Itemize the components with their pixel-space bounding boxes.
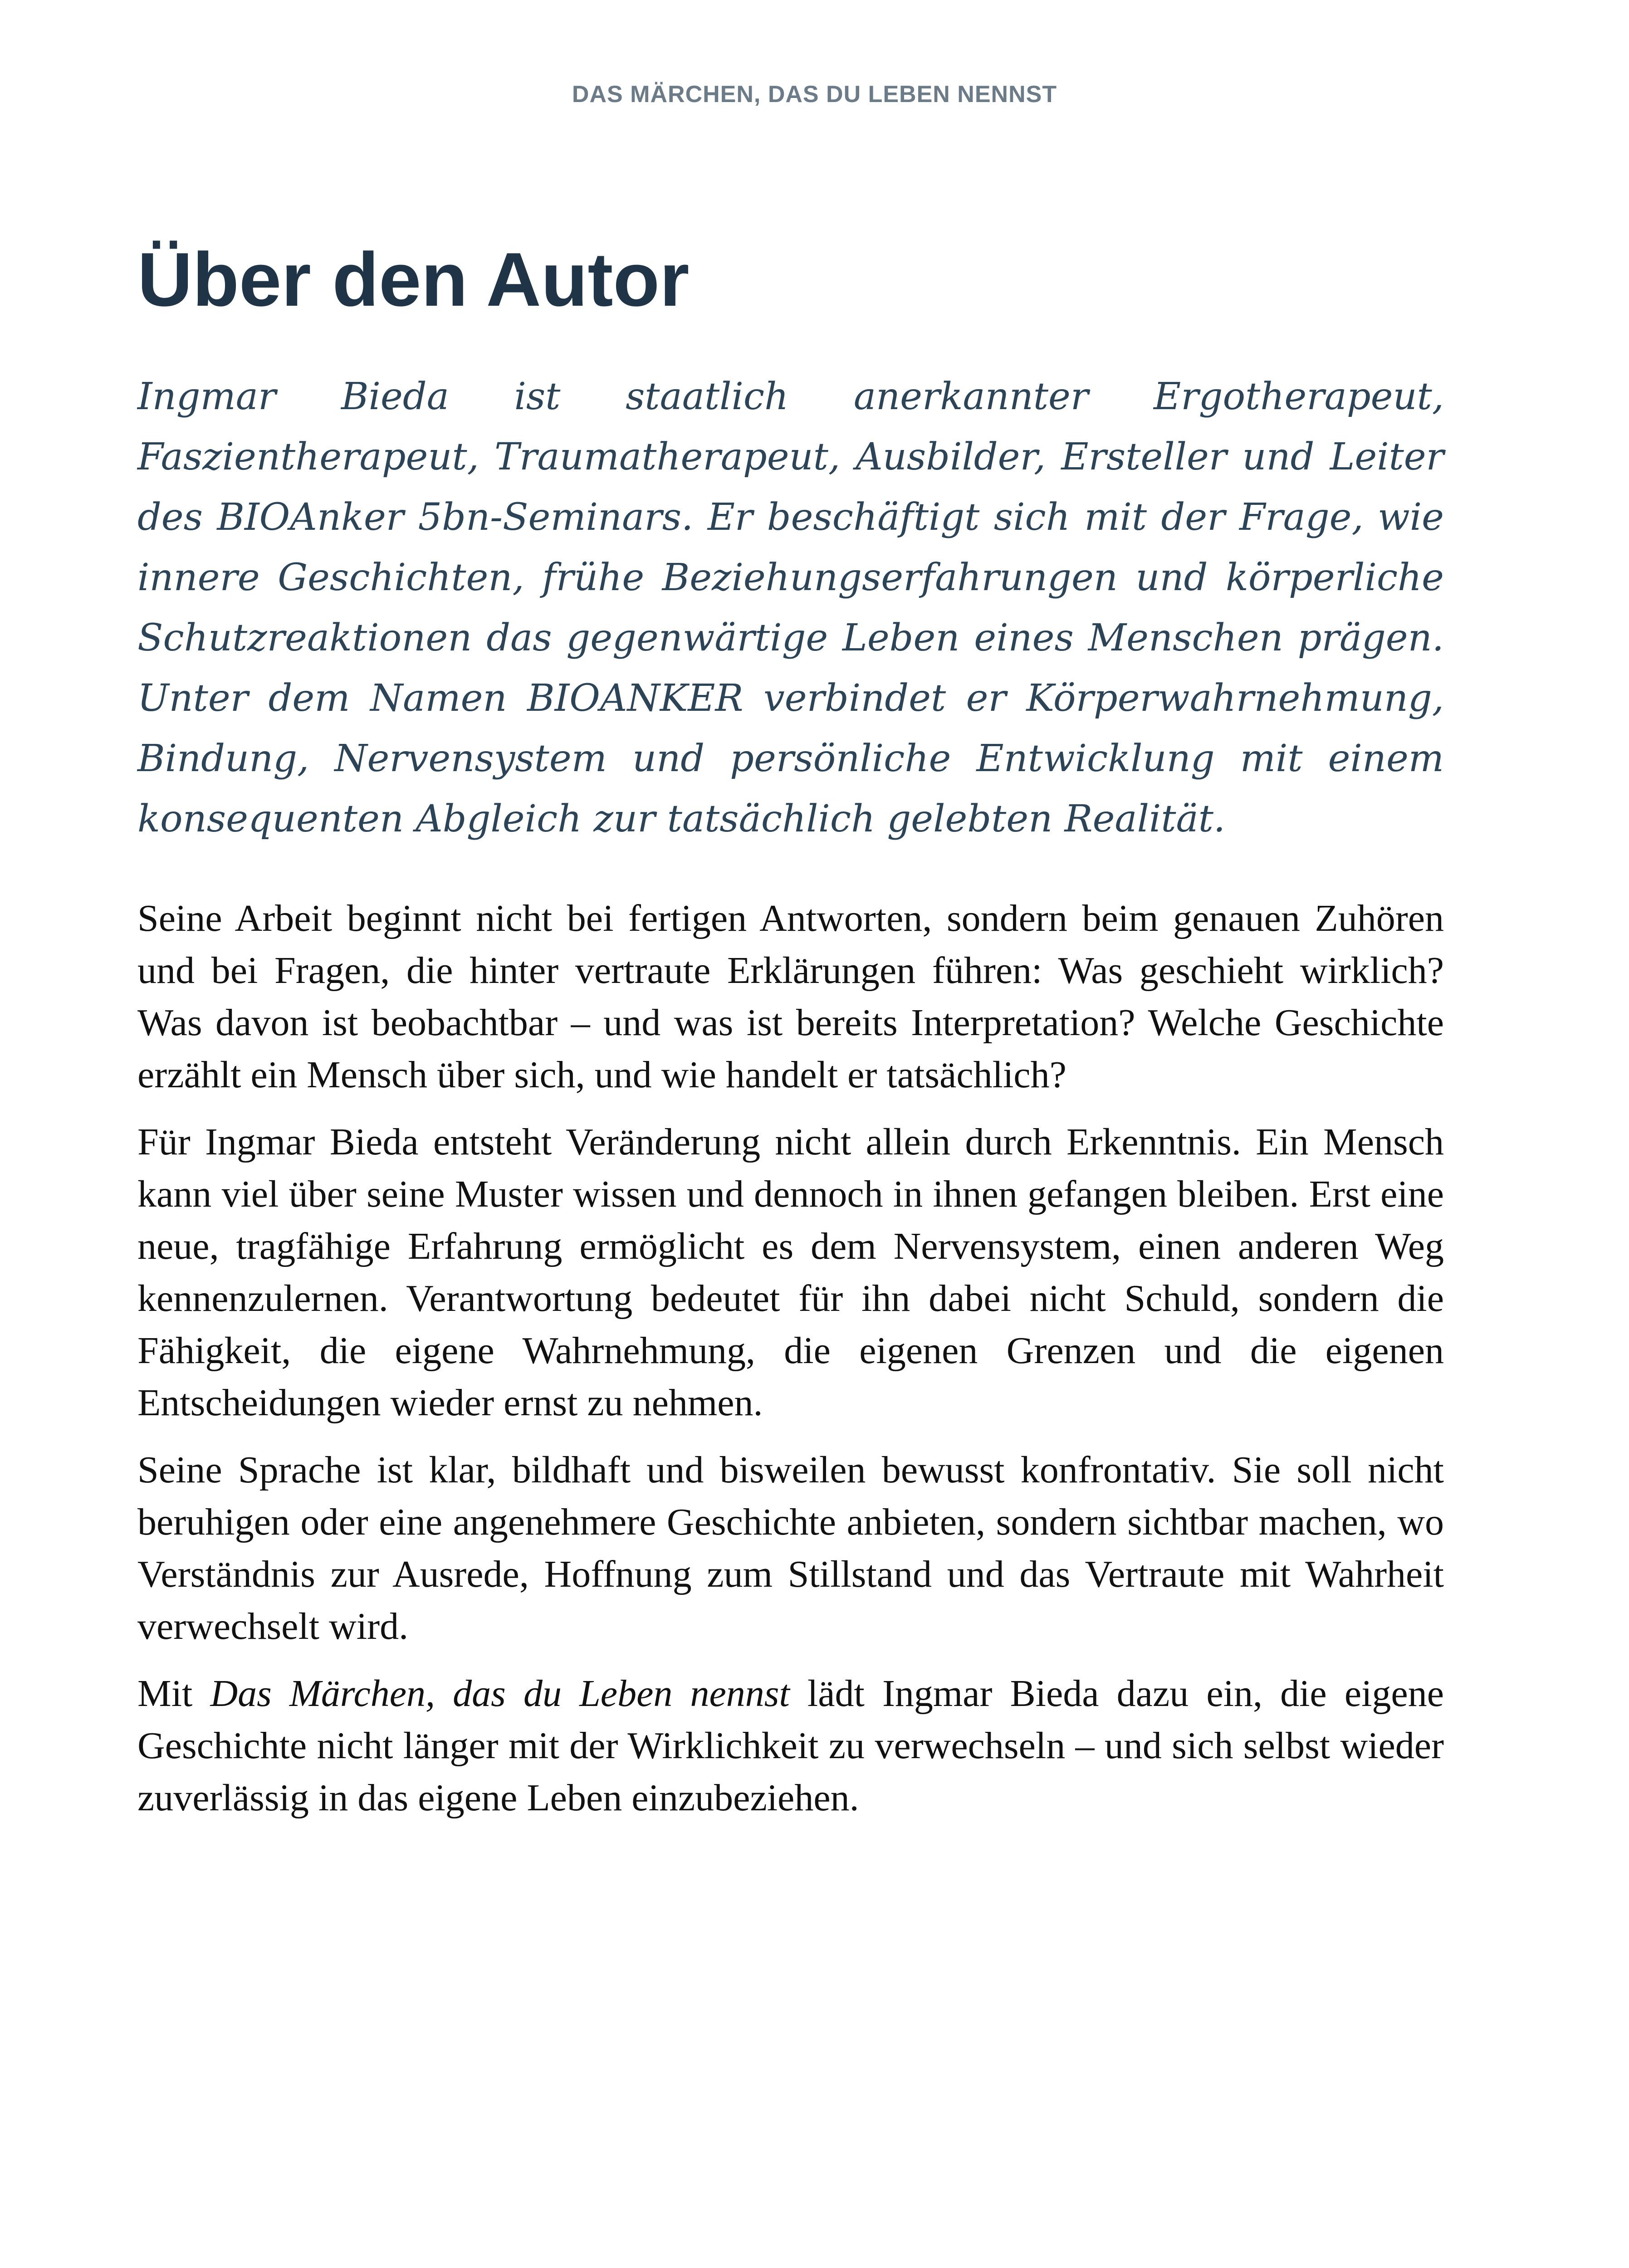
body-paragraph: Seine Sprache ist klar, bildhaft und bisweilen bewusst konfrontativ. Sie soll nicht beruhigen oder eine angenehmere Geschichte anbieten, sondern sichtbar machen, wo Verständnis zur Ausrede, Hoffnung zum Stillstand und das Vertraute mit Wahrheit verwechselt wird. <box>137 1449 1444 1648</box>
page-title: Über den Autor <box>137 237 690 322</box>
running-header: DAS MÄRCHEN, DAS DU LEBEN NENNST <box>572 81 1057 108</box>
body-paragraph: Seine Arbeit beginnt nicht bei fertigen Antworten, sondern beim genauen Zuhören und bei Fragen, die hinter vertraute Erklärungen führen: Was geschieht wirklich? Was davon ist beobachtbar – und was ist bereits Interpretation? Welche Geschichte erzählt ein Mensch über sich, und wie handelt er tatsächlich? <box>137 897 1444 1096</box>
closing-text: lädt Ingmar Bieda dazu ein, die eigene Geschichte nicht länger mit der Wirklichkeit zu verwechseln – und sich selbst wieder zuverlässig in das eigene Leben einzubeziehen. <box>137 1672 1444 1819</box>
page-content <box>137 236 1444 1839</box>
closing-prefix: Mit <box>137 1672 210 1715</box>
closing-paragraph <box>137 1667 1444 1824</box>
book-title: Das Märchen, das du Leben nennst <box>210 1672 790 1715</box>
author-intro: Ingmar Bieda ist staatlich anerkannter Ergotherapeut, Faszientherapeut, Traumatherapeut, Ausbilder, Ersteller und Leiter des BIOAnker 5bn-Seminars. Er beschäftigt sich mit der Frage, wie innere Geschichten, frühe Beziehungserfahrungen und körperliche Schutzreaktionen das gegenwärtige Leben eines Menschen prägen. Unter dem Namen BIOANKER verbindet er Körperwahrnehmung, Bindung, Nervensystem und persönliche Entwicklung mit einem konsequenten Abgleich zur tatsächlich gelebten Realität. <box>137 375 1444 841</box>
body-paragraph: Für Ingmar Bieda entsteht Veränderung nicht allein durch Erkenntnis. Ein Mensch kann viel über seine Muster wissen und dennoch in ihnen gefangen bleiben. Erst eine neue, tragfähige Erfahrung ermöglicht es dem Nervensystem, einen anderen Weg kennenzulernen. Verantwortung bedeutet für ihn dabei nicht Schuld, sondern die Fähigkeit, die eigene Wahrnehmung, die eigenen Grenzen und die eigenen Entscheidungen wieder ernst zu nehmen. <box>137 1121 1444 1424</box>
